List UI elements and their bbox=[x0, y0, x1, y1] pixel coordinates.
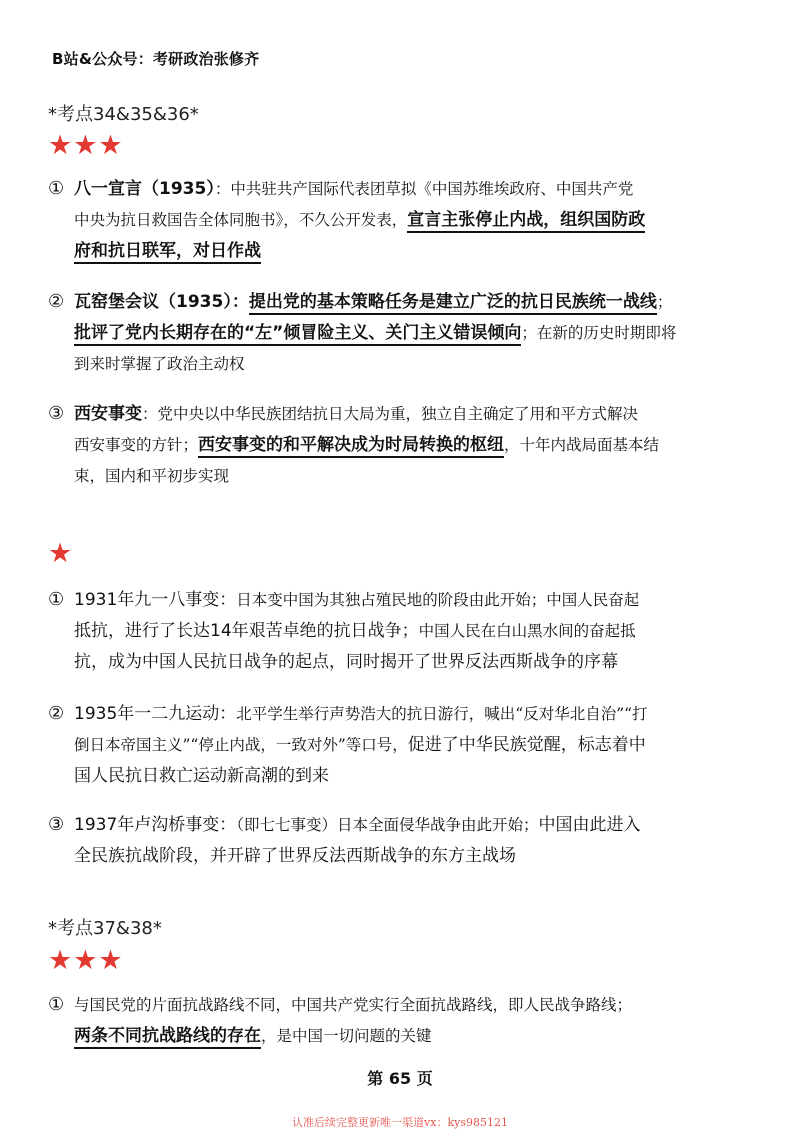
text-line bbox=[48, 1021, 760, 1052]
body-text: ：中共驻共产国际代表团草拟《中国苏维埃政府、中国共产党 bbox=[214, 180, 634, 198]
text-line bbox=[48, 809, 760, 841]
body-text: 到来时掌握了政治主动权 bbox=[74, 355, 245, 373]
item-title: 瓦窑堡会议（1935）： bbox=[74, 292, 249, 312]
text-line bbox=[48, 173, 760, 205]
text-line bbox=[48, 730, 760, 761]
page-number: 第 65 页 bbox=[367, 1069, 433, 1088]
body-text: 国人民抗日救亡运动新高潮的到来 bbox=[74, 766, 329, 786]
list-item bbox=[48, 584, 760, 678]
body-text: 1935年一二九运动： bbox=[74, 704, 237, 724]
kaodian-label: *考点37&38* bbox=[48, 918, 162, 939]
body-text: 1937年卢沟桥事变： bbox=[74, 815, 237, 835]
body-text: ； bbox=[656, 293, 673, 311]
text-line bbox=[48, 205, 760, 236]
text-line bbox=[48, 236, 760, 267]
body-text: 中国由此进入 bbox=[538, 815, 641, 835]
body-text: ；在新的历史时期即将 bbox=[521, 324, 677, 342]
body-text: 促进了中华民族觉醒，标志着中 bbox=[407, 735, 646, 755]
item-number: ① bbox=[48, 178, 65, 199]
list-item bbox=[48, 809, 760, 872]
list-item bbox=[48, 173, 760, 267]
item-number: ③ bbox=[48, 814, 65, 835]
list-item bbox=[48, 398, 760, 492]
key-point-text: 两条不同抗战路线的存在 bbox=[74, 1026, 261, 1049]
kaodian-label: *考点34&35&36* bbox=[48, 104, 199, 125]
key-point-text: 宣言主张停止内战，组织国防政 bbox=[407, 210, 645, 233]
key-point-text: 提出党的基本策略任务是建立广泛的抗日民族统一战线 bbox=[249, 292, 657, 315]
watermark: 认准后续完整更新唯一渠道vx：kys985121 bbox=[292, 1116, 508, 1129]
body-text: 中国人民在白山黑水间的奋起抵 bbox=[418, 622, 636, 640]
list-item bbox=[48, 698, 760, 792]
text-line bbox=[48, 461, 760, 492]
body-text: （即七七事变）日本全面侵华战争由此开始； bbox=[236, 816, 539, 834]
body-text: ，是中国一切问题的关键 bbox=[261, 1027, 432, 1045]
text-line bbox=[48, 430, 760, 461]
item-title: 八一宣言（1935） bbox=[74, 179, 215, 199]
importance-stars: ★ bbox=[48, 538, 74, 569]
body-text: 西安事变的方针； bbox=[74, 436, 199, 454]
list-item bbox=[48, 286, 760, 380]
body-text: ：党中央以中华民族团结抗日大局为重，独立自主确定了用和平方式解决 bbox=[142, 405, 639, 423]
item-number: ① bbox=[48, 994, 65, 1015]
item-number: ② bbox=[48, 703, 65, 724]
body-text: ，十年内战局面基本结 bbox=[504, 436, 660, 454]
body-text: 日本变中国为其独占殖民地的阶段由此开始；中国人民奋起 bbox=[236, 591, 640, 609]
text-line bbox=[48, 318, 760, 349]
body-text: 抗，成为中国人民抗日战争的起点，同时揭开了世界反法西斯战争的序幕 bbox=[74, 652, 618, 672]
text-line bbox=[48, 647, 760, 678]
body-text: 束，国内和平初步实现 bbox=[74, 467, 230, 485]
body-text: 全民族抗战阶段，并开辟了世界反法西斯战争的东方主战场 bbox=[74, 846, 516, 866]
importance-stars: ★★★ bbox=[48, 130, 124, 161]
page-header: B站&公众号：考研政治张修齐 bbox=[52, 50, 260, 68]
body-text: 1931年九一八事变： bbox=[74, 590, 237, 610]
text-line bbox=[48, 286, 760, 318]
text-line bbox=[48, 616, 760, 647]
item-number: ① bbox=[48, 589, 65, 610]
text-line bbox=[48, 841, 760, 872]
body-text: 倒日本帝国主义”“停止内战，一致对外”等口号， bbox=[74, 736, 408, 754]
item-number: ② bbox=[48, 291, 65, 312]
key-point-text: 西安事变的和平解决成为时局转换的枢纽 bbox=[198, 435, 504, 458]
key-point-text: 府和抗日联军，对日作战 bbox=[74, 241, 261, 264]
text-line bbox=[48, 349, 760, 380]
text-line bbox=[48, 989, 760, 1021]
body-text: 中央为抗日救国告全体同胞书》，不久公开发表， bbox=[74, 211, 408, 229]
item-number: ③ bbox=[48, 403, 65, 424]
text-line bbox=[48, 761, 760, 792]
body-text: 与国民党的片面抗战路线不同，中国共产党实行全面抗战路线，即人民战争路线； bbox=[74, 996, 633, 1014]
body-text: 抵抗，进行了长达14年艰苦卓绝的抗日战争； bbox=[74, 621, 419, 641]
list-item bbox=[48, 989, 760, 1052]
text-line bbox=[48, 584, 760, 616]
item-title: 西安事变 bbox=[74, 404, 142, 424]
importance-stars: ★★★ bbox=[48, 945, 124, 976]
body-text: 北平学生举行声势浩大的抗日游行，喊出“反对华北自治”“打 bbox=[236, 705, 648, 723]
text-line bbox=[48, 698, 760, 730]
text-line bbox=[48, 398, 760, 430]
key-point-text: 批评了党内长期存在的“左”倾冒险主义、关门主义错误倾向 bbox=[74, 323, 521, 346]
